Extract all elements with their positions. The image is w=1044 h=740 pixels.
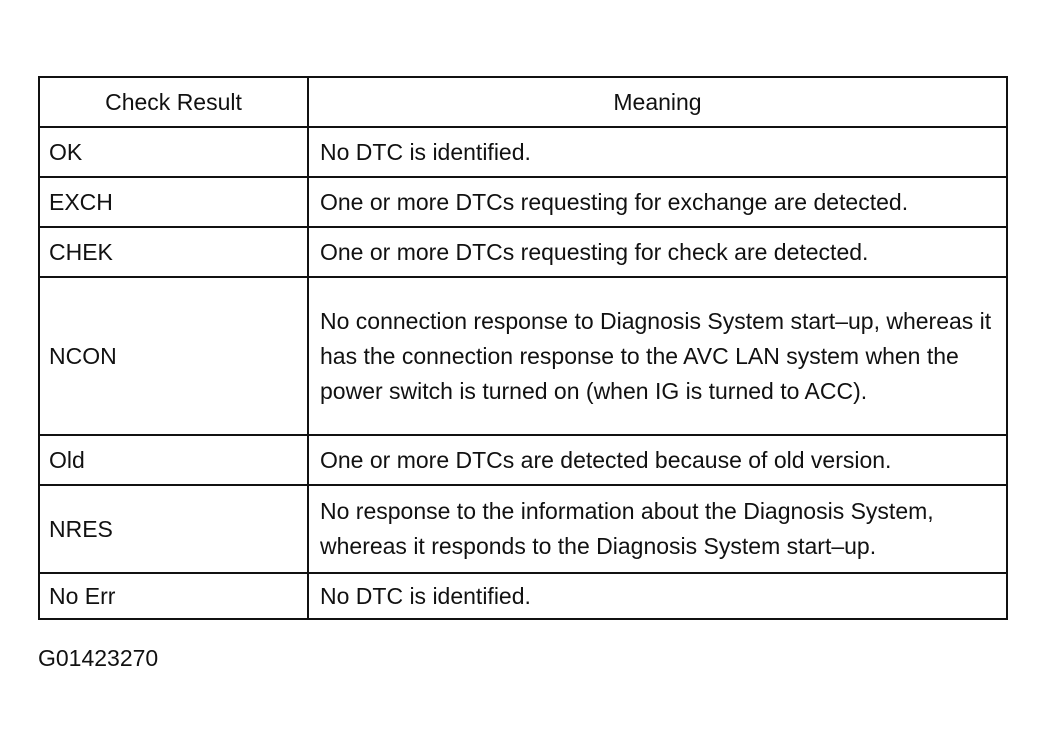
header-meaning: Meaning bbox=[308, 77, 1007, 127]
meaning-cell: No DTC is identified. bbox=[308, 127, 1007, 177]
meaning-cell: One or more DTCs requesting for check are detected. bbox=[308, 227, 1007, 277]
check-result-cell: NCON bbox=[39, 277, 308, 435]
figure-id: G01423270 bbox=[38, 645, 159, 671]
check-result-cell: Old bbox=[39, 435, 308, 485]
check-result-cell: No Err bbox=[39, 573, 308, 619]
check-result-table bbox=[38, 76, 1008, 620]
meaning-cell: No response to the information about the Diagnosis System, whereas it responds to the Diagnosis System start–up. bbox=[308, 485, 1007, 573]
table-row bbox=[39, 127, 1007, 177]
meaning-cell: No DTC is identified. bbox=[308, 573, 1007, 619]
table-row bbox=[39, 277, 1007, 435]
table-row bbox=[39, 177, 1007, 227]
check-result-cell: EXCH bbox=[39, 177, 308, 227]
table-header-row bbox=[39, 77, 1007, 127]
meaning-cell: One or more DTCs are detected because of old version. bbox=[308, 435, 1007, 485]
check-result-cell: OK bbox=[39, 127, 308, 177]
check-result-cell: NRES bbox=[39, 485, 308, 573]
table-row bbox=[39, 435, 1007, 485]
table-row bbox=[39, 485, 1007, 573]
meaning-cell: One or more DTCs requesting for exchange are detected. bbox=[308, 177, 1007, 227]
header-check-result: Check Result bbox=[39, 77, 308, 127]
check-result-cell: CHEK bbox=[39, 227, 308, 277]
meaning-cell: No connection response to Diagnosis System start–up, whereas it has the connection response to the AVC LAN system when the power switch is turned on (when IG is turned to ACC). bbox=[308, 277, 1007, 435]
table-row bbox=[39, 573, 1007, 619]
table-row bbox=[39, 227, 1007, 277]
